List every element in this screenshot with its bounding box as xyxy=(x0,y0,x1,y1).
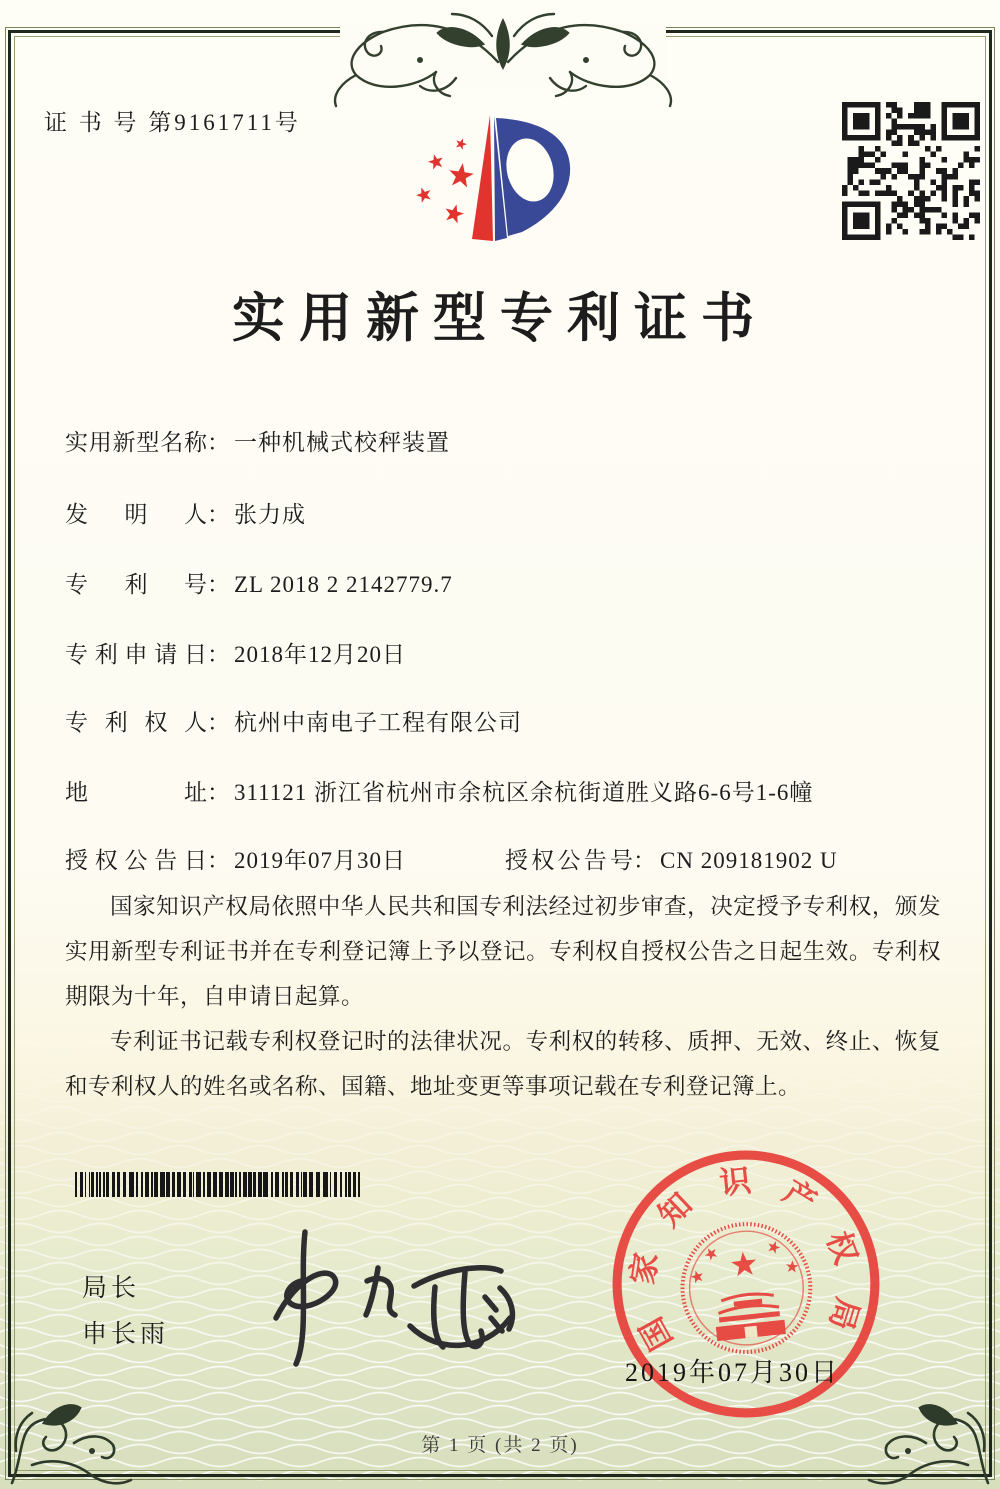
legal-paragraph-1: 国家知识产权局依照中华人民共和国专利法经过初步审查，决定授予专利权，颁发实用新型专利证书并在专利登记簿上予以登记。专利权自授权公告之日起生效。专利权期限为十年，自申请日起算。 xyxy=(65,894,941,1009)
svg-text:局: 局 xyxy=(822,1293,866,1335)
field-colon: ： xyxy=(207,710,230,735)
qr-code xyxy=(842,102,980,240)
legal-text-block xyxy=(65,884,941,1109)
seal-date: 2019年07月30日 xyxy=(625,1358,841,1387)
director-name: 申长雨 xyxy=(82,1320,170,1348)
field-row-inventor xyxy=(65,496,306,529)
field-label: 发明人 xyxy=(65,502,207,527)
field-value: 311121 浙江省杭州市余杭区余杭街道胜义路6-6号1-6幢 xyxy=(234,780,814,805)
document-title: 实用新型专利证书 xyxy=(232,290,768,348)
field-row-patent-number xyxy=(65,566,453,599)
field-row-filing-date xyxy=(65,636,406,669)
svg-text:识: 识 xyxy=(717,1163,753,1202)
grant-number-group xyxy=(505,842,838,875)
field-value: ZL 2018 2 2142779.7 xyxy=(234,572,453,597)
field-value: 一种机械式校秤装置 xyxy=(234,430,450,455)
cnipa-logo-icon xyxy=(410,96,600,261)
svg-text:产: 产 xyxy=(777,1173,823,1220)
certificate-number: 证 书 号 第9161711号 xyxy=(44,110,301,135)
page-number: 第 1 页 (共 2 页) xyxy=(421,1435,579,1456)
field-label: 授权公告日 xyxy=(65,848,207,873)
director-signature xyxy=(238,1218,528,1373)
field-colon: ： xyxy=(207,780,230,805)
svg-text:权: 权 xyxy=(819,1226,864,1269)
field-value: 2018年12月20日 xyxy=(234,642,406,667)
field-row-patentee xyxy=(65,704,522,737)
field-label: 专利权人 xyxy=(65,710,207,735)
grant-number-value: CN 209181902 U xyxy=(660,848,838,873)
field-value: 杭州中南电子工程有限公司 xyxy=(234,710,522,735)
svg-text:知: 知 xyxy=(651,1186,699,1234)
field-row-grant xyxy=(65,842,937,875)
field-value: 张力成 xyxy=(234,502,306,527)
legal-paragraph-2: 专利证书记载专利权登记时的法律状况。专利权的转移、质押、无效、终止、恢复和专利权人的姓名或名称、国籍、地址变更等事项记载在专利登记簿上。 xyxy=(65,1029,941,1099)
field-label: 专利号 xyxy=(65,572,207,597)
svg-text:国: 国 xyxy=(633,1311,680,1356)
field-colon: ： xyxy=(207,642,230,667)
field-row-address xyxy=(65,774,813,807)
field-label: 地址 xyxy=(65,780,207,805)
field-colon: ： xyxy=(207,430,230,455)
field-label: 授权公告号 xyxy=(505,848,633,873)
barcode xyxy=(75,1172,367,1197)
director-title: 局长 xyxy=(82,1274,141,1302)
field-label: 实用新型名称 xyxy=(65,430,207,455)
grant-date-value: 2019年07月30日 xyxy=(234,848,406,873)
field-row-utility-name xyxy=(65,424,450,457)
svg-text:家: 家 xyxy=(625,1250,665,1287)
field-colon: ： xyxy=(207,848,230,873)
national-emblem-icon xyxy=(676,1218,817,1359)
field-colon: ： xyxy=(633,848,656,873)
field-label: 专利申请日 xyxy=(65,642,207,667)
field-colon: ： xyxy=(207,502,230,527)
field-colon: ： xyxy=(207,572,230,597)
